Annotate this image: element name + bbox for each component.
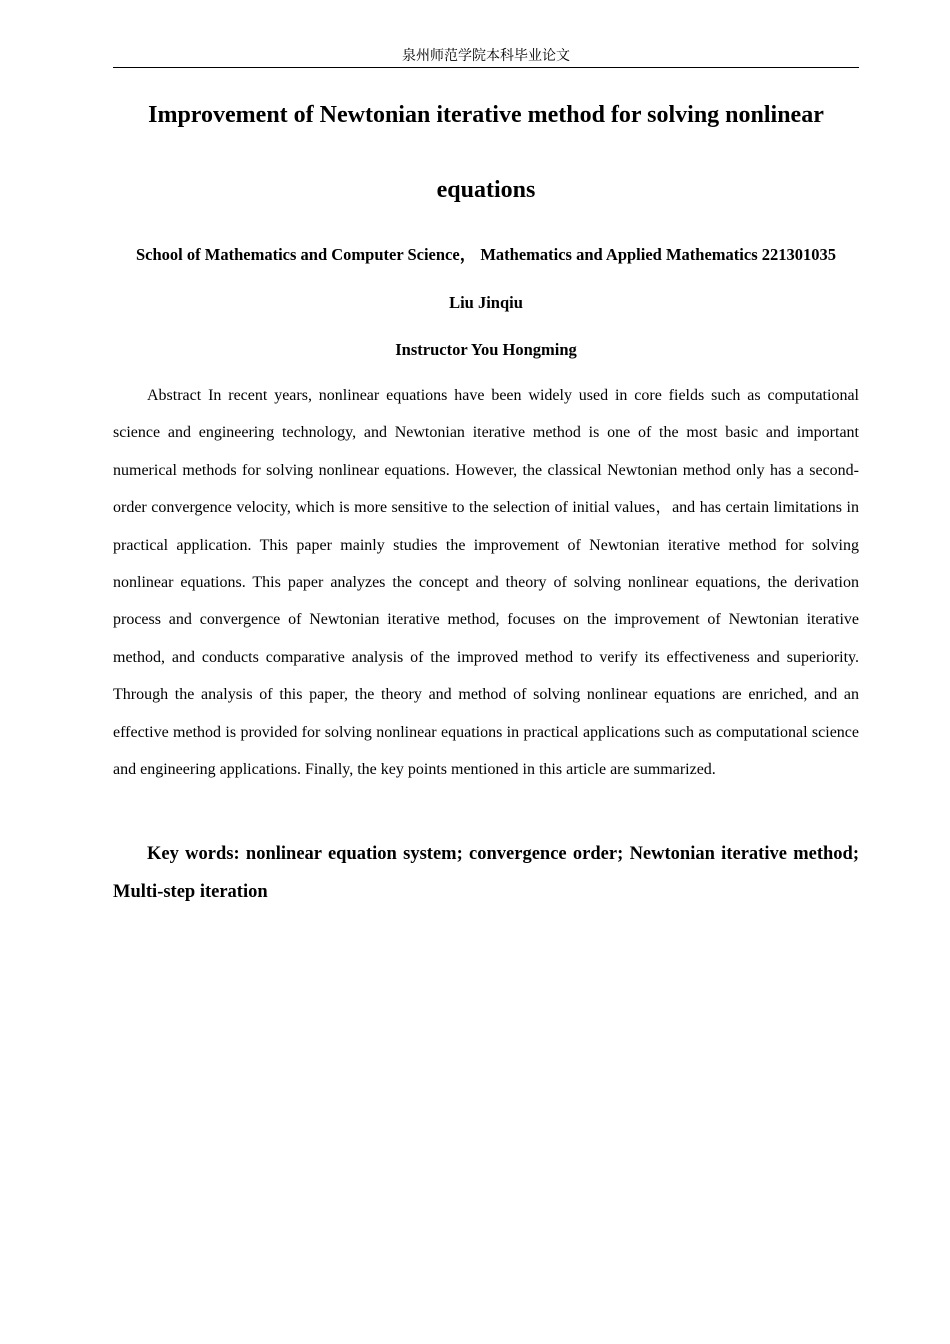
instructor-name: Instructor You Hongming <box>395 340 577 359</box>
keywords-paragraph: Key words: nonlinear equation system; convergence order; Newtonian iterative method; Multi-step iteration <box>113 844 859 902</box>
title-line-1: Improvement of Newtonian iterative method for solving nonlinear <box>148 102 824 128</box>
running-header: 泉州师范学院本科毕业论文 <box>402 48 570 64</box>
abstract-paragraph: Abstract In recent years, nonlinear equations have been widely used in core fields such as computational science and engineering technology, and Newtonian iterative method is one of the most basic and important numerical methods for solving nonlinear equations. However, the classical Newtonian method only has a second-order convergence velocity, which is more sensitive to the selection of initial values，and has certain limitations in practical application. This paper mainly studies the improvement of Newtonian iterative method for solving nonlinear equations. This paper analyzes the concept and theory of solving nonlinear equations, the derivation process and convergence of Newtonian iterative method, focuses on the improvement of Newtonian iterative method, and conducts comparative analysis of the improved method to verify its effectiveness and superiority. Through the analysis of this paper, the theory and method of solving nonlinear equations are enriched, and an effective method is provided for solving nonlinear equations in practical applications such as computational science and engineering applications. Finally, the key points mentioned in this article are summarized. <box>113 387 859 779</box>
paper-title <box>113 96 859 209</box>
header-rule <box>113 67 859 68</box>
author-name: Liu Jinqiu <box>449 293 523 312</box>
title-line-2: equations <box>436 177 536 203</box>
author-affiliation: School of Mathematics and Computer Science， Mathematics and Applied Mathematics 221301035 <box>136 245 836 264</box>
